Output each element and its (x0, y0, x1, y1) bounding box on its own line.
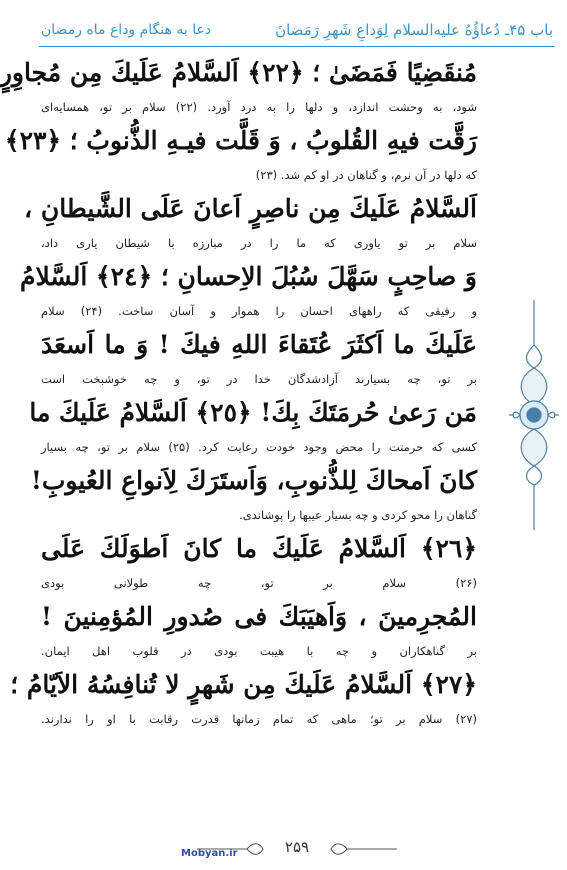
translation-line: گناهان را محو کردی و چه بسیار عیبها را پوشاندی. (239, 508, 477, 522)
translation-line: (۲۷) سلام بر تو؛ ماهی که تمام زمانها قدرت رقابت با او را ندارند. (41, 712, 477, 726)
chapter-title: باب ۴۵ـ دُعاؤُهُ عليه‌السلام لِوَداعِ شَهرِ رَمَضانَ (275, 21, 553, 39)
arabic-line: ﴿٢٦﴾ اَلسَّلامُ عَلَيكَ ما كانَ اَطوَلَكَ عَلَى (41, 534, 477, 563)
prayer-text (0, 50, 477, 730)
translation-line: سلام بر تو یاوری که ما را در مبارزه با شیطان یاری داد، (41, 236, 477, 250)
arabic-line: اَلسَّلامُ عَلَيكَ مِن ناصِرٍ اَعانَ عَلَى الشَّيطانِ ، (24, 194, 477, 223)
arabic-line: عَلَيكَ ما اَكثَرَ عُتَقاءَ اللهِ فيكَ ! وَ ما اَسعَدَ (41, 330, 477, 359)
arabic-line: كانَ اَمحاكَ لِلذُّنوبِ، وَاَستَرَكَ لِاَنواعِ العُيوبِ! (30, 466, 477, 495)
arabic-line: المُجرِمينَ ، وَاَهيَبَكَ فى صُدورِ المُؤمِنينَ ! (41, 602, 477, 631)
translation-line: بر تو، چه بسیارند آزادشدگان خدا در تو، و چه خوشبخت است (41, 372, 477, 386)
translation-line: بر گناهکاران و چه با هیبت بودی در قلوب اهل ایمان. (41, 644, 477, 658)
arabic-line: مُنقَضِيًا فَمَضَىٰ ؛ ﴿٢٢﴾ اَلسَّلامُ عَلَيكَ مِن مُجاوِرٍ (0, 58, 477, 87)
arabic-line: ﴿٢٧﴾ اَلسَّلامُ عَلَيكَ مِن شَهرٍ لا تُنافِسُهُ الاَيّامُ ؛ (10, 670, 477, 699)
translation-line: کسی که حرمتت را محض وجود خودت رعایت کرد. (۲۵) سلام بر تو، چه بسیار (41, 440, 477, 454)
translation-line: شود، به وحشت اندازد، و دلها را به درد آورد. (۲۲) سلام بر تو، همسایه‌ای (41, 100, 477, 114)
header-divider (39, 46, 555, 47)
arabic-line: وَ صاحِبٍ سَهَّلَ سُبُلَ الاِحسانِ ؛ ﴿٢٤﴾ اَلسَّلامُ (20, 262, 477, 291)
page-header (41, 18, 553, 42)
arabic-line: رَقَّت فيهِ القُلوبُ ، وَ قَلَّت فيـهِ الذُّنوبُ ؛ ﴿٢٣﴾ (4, 126, 477, 155)
site-watermark: Mobyan.ir (181, 848, 238, 859)
page-number: ۲۵۹ (284, 838, 310, 856)
arabic-line: مَن رَعىٰ حُرمَتَكَ بِكَ! ﴿٢٥﴾ اَلسَّلامُ عَلَيكَ ما (29, 398, 477, 427)
footer-ornament-icon (327, 840, 397, 858)
section-title: دعا به هنگام وداع ماه رمضان (41, 22, 212, 38)
translation-line: (۲۶) سلام بر تو، چه طولانی بودی (41, 576, 477, 590)
translation-line: و رفیقی که راههای احسان را هموار و آسان ساخت. (۲۴) سلام (41, 304, 477, 318)
translation-line: که دلها در آن نرم، و گناهان در او کم شد. (۲۳) (255, 168, 477, 182)
margin-ornament-icon (509, 300, 559, 530)
